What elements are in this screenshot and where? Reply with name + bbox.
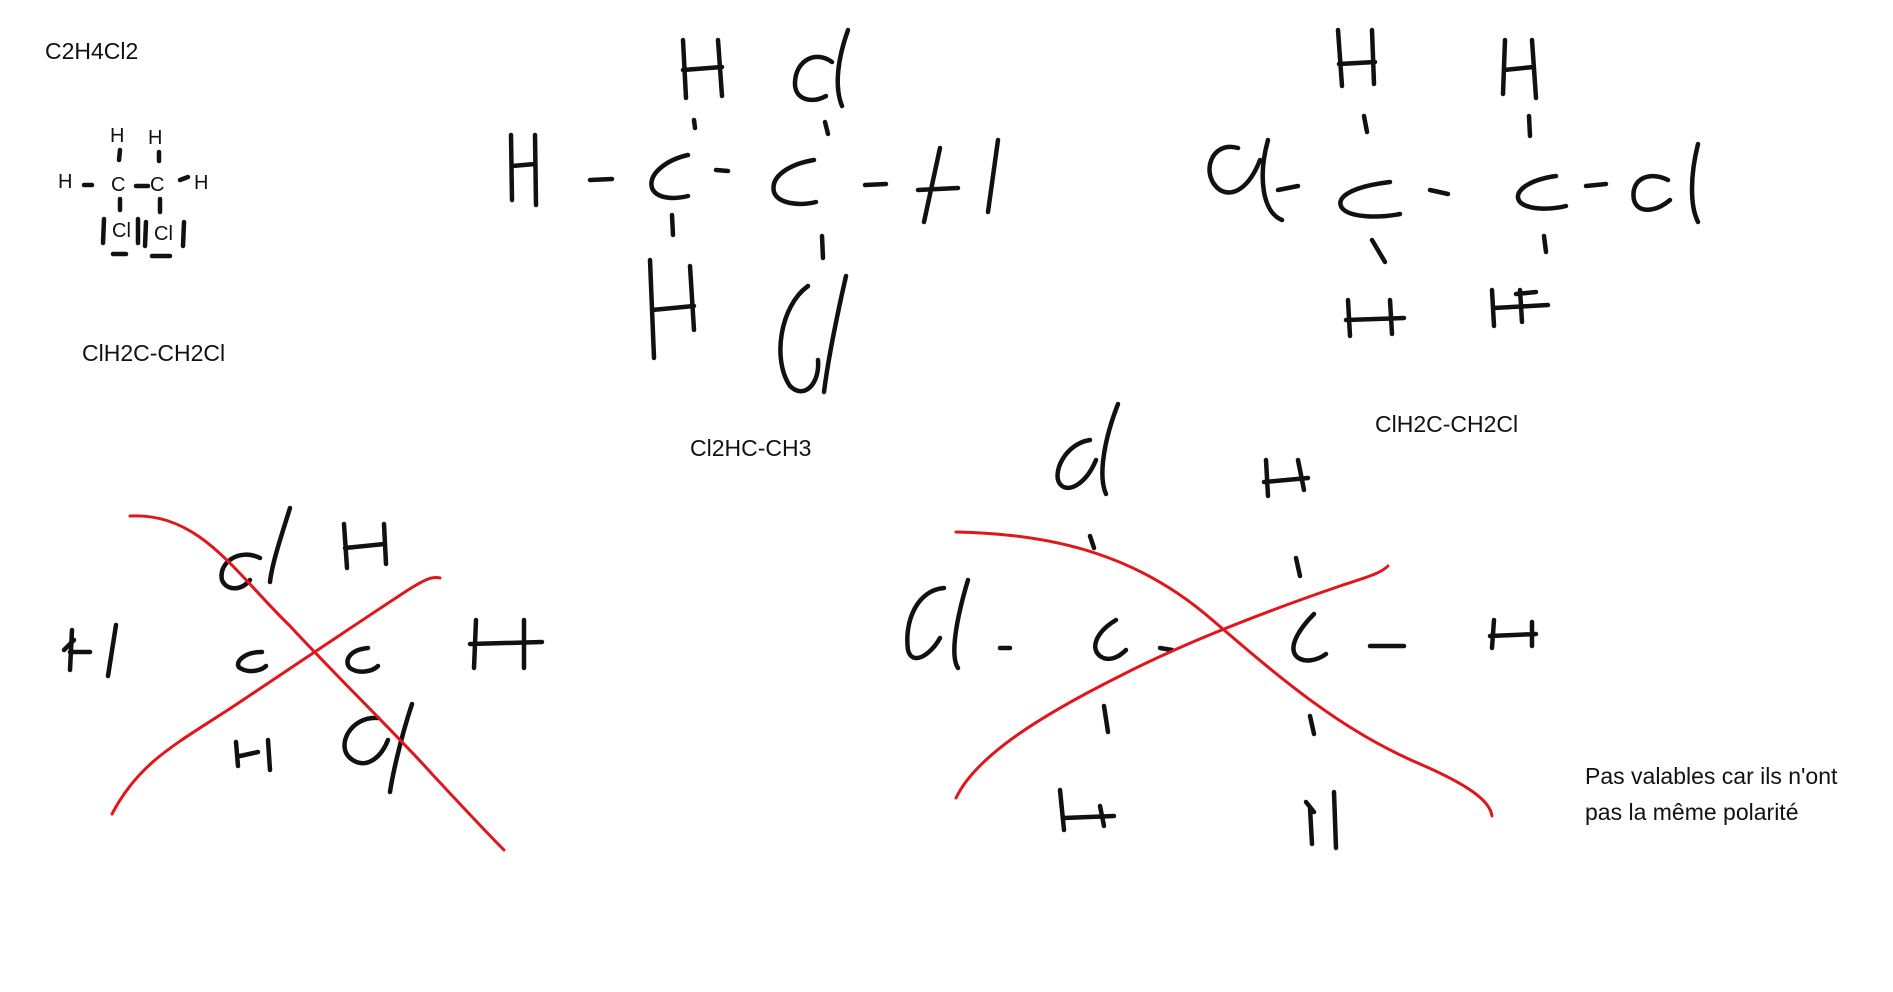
small-structure-h-top-right: H bbox=[148, 127, 163, 149]
small-structure-c-left: C bbox=[111, 174, 126, 196]
condensed-formula-label-1: ClH2C-CH2Cl bbox=[82, 340, 226, 366]
small-lone-pair-4 bbox=[183, 222, 184, 246]
small-structure-cl-left: Cl bbox=[112, 220, 131, 242]
small-structure-h-right: H bbox=[194, 172, 209, 194]
condensed-formula-label-2: Cl2HC-CH3 bbox=[690, 435, 812, 461]
small-structure-h-top-left: H bbox=[110, 125, 125, 147]
molecular-formula-label: C2H4Cl2 bbox=[45, 38, 139, 64]
invalid-note-line-1: Pas valables car ils n'ont bbox=[1585, 763, 1838, 789]
cross-out-right-stroke-1 bbox=[956, 532, 1492, 816]
cross-out-left-stroke-1 bbox=[130, 516, 504, 850]
structure-crossed-left bbox=[64, 508, 542, 792]
structure-clh2c-ch2cl-top bbox=[1210, 30, 1698, 336]
small-bond-h-c-left bbox=[119, 150, 120, 160]
small-structure-h-left: H bbox=[58, 171, 73, 193]
small-lone-pair-1 bbox=[103, 219, 104, 243]
invalid-note-line-2: pas la même polarité bbox=[1585, 799, 1799, 825]
cross-out-right-stroke-2 bbox=[956, 566, 1388, 798]
small-bond-c-h bbox=[180, 177, 188, 180]
condensed-formula-label-3: ClH2C-CH2Cl bbox=[1375, 411, 1519, 437]
small-lone-pair-3 bbox=[145, 222, 146, 246]
small-structure-bonds bbox=[84, 150, 188, 256]
small-structure-c-right: C bbox=[150, 174, 165, 196]
small-structure-cl-right: Cl bbox=[154, 223, 173, 245]
structure-crossed-right bbox=[907, 404, 1536, 848]
structure-cl2hc-ch3 bbox=[511, 30, 998, 392]
cross-out-marks bbox=[112, 516, 1492, 850]
